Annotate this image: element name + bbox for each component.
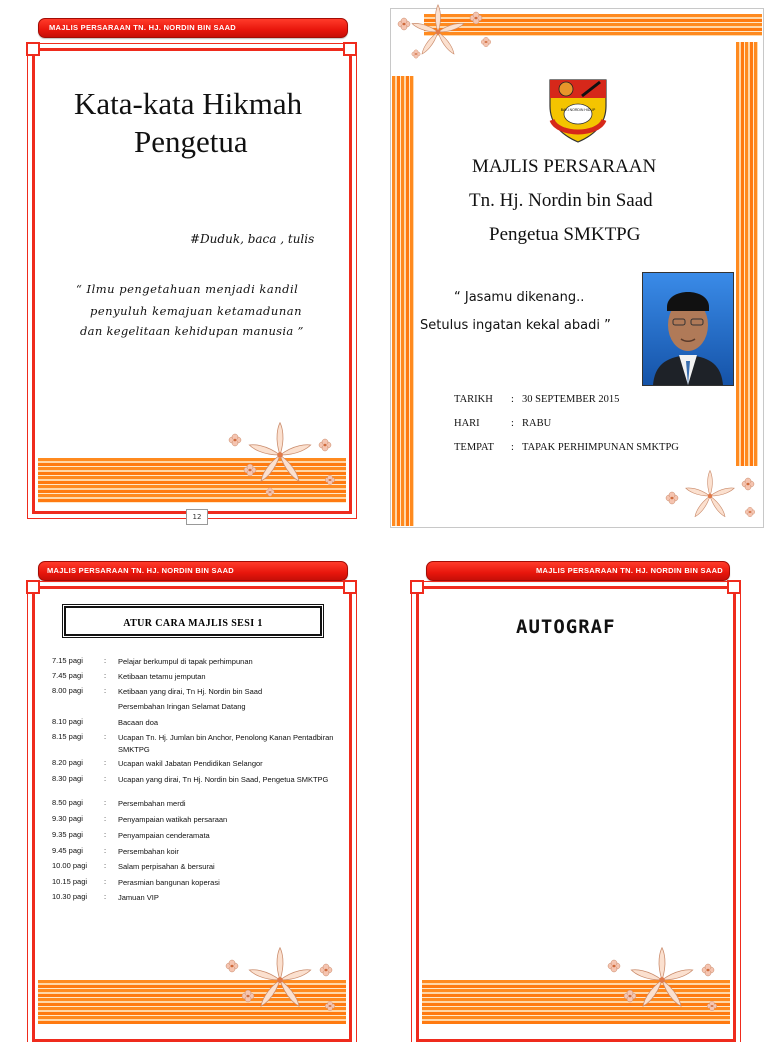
programme-sep: : — [104, 814, 107, 823]
programme-time: 8.15 pagi — [52, 732, 83, 741]
cover-title-line1: MAJLIS PERSARAAN — [472, 156, 657, 177]
detail-value: 30 SEPTEMBER 2015 — [522, 394, 620, 405]
page-header — [426, 561, 730, 581]
flower-decoration — [654, 462, 764, 526]
programme-sep: : — [104, 798, 107, 807]
programme-sep: : — [104, 877, 107, 886]
detail-value: TAPAK PERHIMPUNAN SMKTPG — [522, 442, 679, 453]
page-title-line2: Pengetua — [134, 124, 248, 159]
programme-sep: : — [104, 861, 107, 870]
corner-ornament — [410, 580, 424, 594]
programme-activity: Jamuan VIP — [118, 893, 159, 902]
corner-ornament — [343, 42, 357, 56]
detail-label: TEMPAT — [454, 442, 494, 453]
detail-value: RABU — [522, 418, 552, 429]
slogan-line2: Setulus ingatan kekal abadi ” — [420, 318, 611, 333]
cover-title-line2: Tn. Hj. Nordin bin Saad — [469, 190, 653, 211]
header-label: MAJLIS PERSARAAN TN. HJ. NORDIN BIN SAAD — [47, 566, 235, 575]
corner-ornament — [343, 580, 357, 594]
programme-activity: Ketibaan tetamu jemputan — [118, 672, 206, 681]
programme-activity: Salam perpisahan & bersurai — [118, 862, 215, 871]
programme-activity: Persembahan merdi — [118, 799, 186, 808]
programme-activity: Ucapan yang dirai, Tn Hj. Nordin bin Saad, Pengetua SMKTPG — [118, 775, 329, 784]
programme-activity: Penyampaian watikah persaraan — [118, 815, 228, 824]
hashtag-text: #Duduk, baca , tulis — [190, 232, 315, 246]
programme-sep: : — [104, 686, 107, 695]
school-crest-logo — [542, 76, 614, 144]
programme-sep: : — [104, 830, 107, 839]
corner-ornament — [26, 580, 40, 594]
programme-time: 7.15 pagi — [52, 656, 83, 665]
header-label: MAJLIS PERSARAAN TN. HJ. NORDIN BIN SAAD — [49, 23, 237, 32]
programme-time: 8.20 pagi — [52, 758, 83, 767]
quote-line: penyuluh kemajuan ketamadunan — [90, 304, 302, 318]
programme-time: 10.00 pagi — [52, 861, 88, 870]
page-programme — [0, 530, 384, 1024]
corner-ornament — [727, 580, 741, 594]
programme-activity: Bacaan doa — [118, 718, 159, 727]
programme-activity: Ucapan wakil Jabatan Pendidikan Selangor — [118, 759, 263, 768]
programme-sep: : — [104, 671, 107, 680]
programme-time: 9.30 pagi — [52, 814, 83, 823]
flower-decoration — [208, 930, 348, 1024]
page-number: 12 — [186, 509, 208, 525]
autograph-title: AUTOGRAF — [516, 616, 616, 638]
corner-ornament — [26, 42, 40, 56]
programme-sep: : — [104, 892, 107, 901]
detail-label: HARI — [454, 418, 480, 429]
programme-sep: : — [104, 656, 107, 665]
flower-decoration — [210, 410, 350, 505]
programme-title: ATUR CARA MAJLIS SESI 1 — [123, 618, 263, 629]
programme-sep: : — [104, 846, 107, 855]
programme-activity: Persembahan koir — [118, 847, 179, 856]
retiree-portrait-photo — [642, 272, 734, 386]
slogan-line1: “ Jasamu dikenang.. — [454, 290, 585, 305]
decorative-stripes-right — [736, 42, 758, 466]
programme-time: 9.35 pagi — [52, 830, 83, 839]
programme-activity: Perasmian bangunan koperasi — [118, 878, 220, 887]
programme-activity: Ketibaan yang dirai, Tn Hj. Nordin bin Saad — [118, 687, 263, 696]
programme-sep: : — [104, 774, 107, 783]
crest-motto: BAKI NORDIN HIDUP — [560, 108, 596, 112]
programme-title-box — [64, 606, 322, 636]
quote-line: “ Ilmu pengetahuan menjadi kandil — [76, 282, 299, 296]
page-header — [38, 18, 348, 38]
header-label: MAJLIS PERSARAAN TN. HJ. NORDIN BIN SAAD — [535, 566, 723, 575]
page-header — [38, 561, 348, 581]
quote-line: dan kegelitaan kehidupan manusia ” — [80, 324, 304, 338]
page-title-line1: Kata-kata Hikmah — [74, 86, 303, 121]
detail-separator: : — [511, 442, 514, 453]
programme-time: 8.30 pagi — [52, 774, 83, 783]
programme-activity: Pelajar berkumpul di tapak perhimpunan — [118, 657, 253, 666]
detail-separator: : — [511, 394, 514, 405]
page-cover — [384, 0, 768, 530]
programme-activity: Penyampaian cenderamata — [118, 831, 210, 840]
programme-time: 10.15 pagi — [52, 877, 88, 886]
flower-decoration — [590, 930, 730, 1024]
cover-title-line3: Pengetua SMKTPG — [489, 224, 641, 245]
programme-activity: Ucapan Tn. Hj. Jumlan bin Anchor, Penolong Kanan Pentadbiran SMKTPG — [118, 733, 334, 754]
programme-sep: : — [104, 758, 107, 767]
programme-time: 8.50 pagi — [52, 798, 83, 807]
page-autograph — [384, 530, 768, 1024]
programme-time: 7.45 pagi — [52, 671, 83, 680]
page-kata-hikmah — [0, 0, 384, 530]
programme-time: 8.00 pagi — [52, 686, 83, 695]
detail-label: TARIKH — [454, 394, 493, 405]
detail-separator: : — [511, 418, 514, 429]
programme-time: 10.30 pagi — [52, 892, 88, 901]
decorative-stripes-left — [392, 76, 414, 526]
programme-activity: Persembahan Iringan Selamat Datang — [118, 702, 246, 711]
programme-time: 9.45 pagi — [52, 846, 83, 855]
programme-sep: : — [104, 732, 107, 741]
flower-decoration — [386, 2, 506, 70]
programme-time: 8.10 pagi — [52, 717, 83, 726]
